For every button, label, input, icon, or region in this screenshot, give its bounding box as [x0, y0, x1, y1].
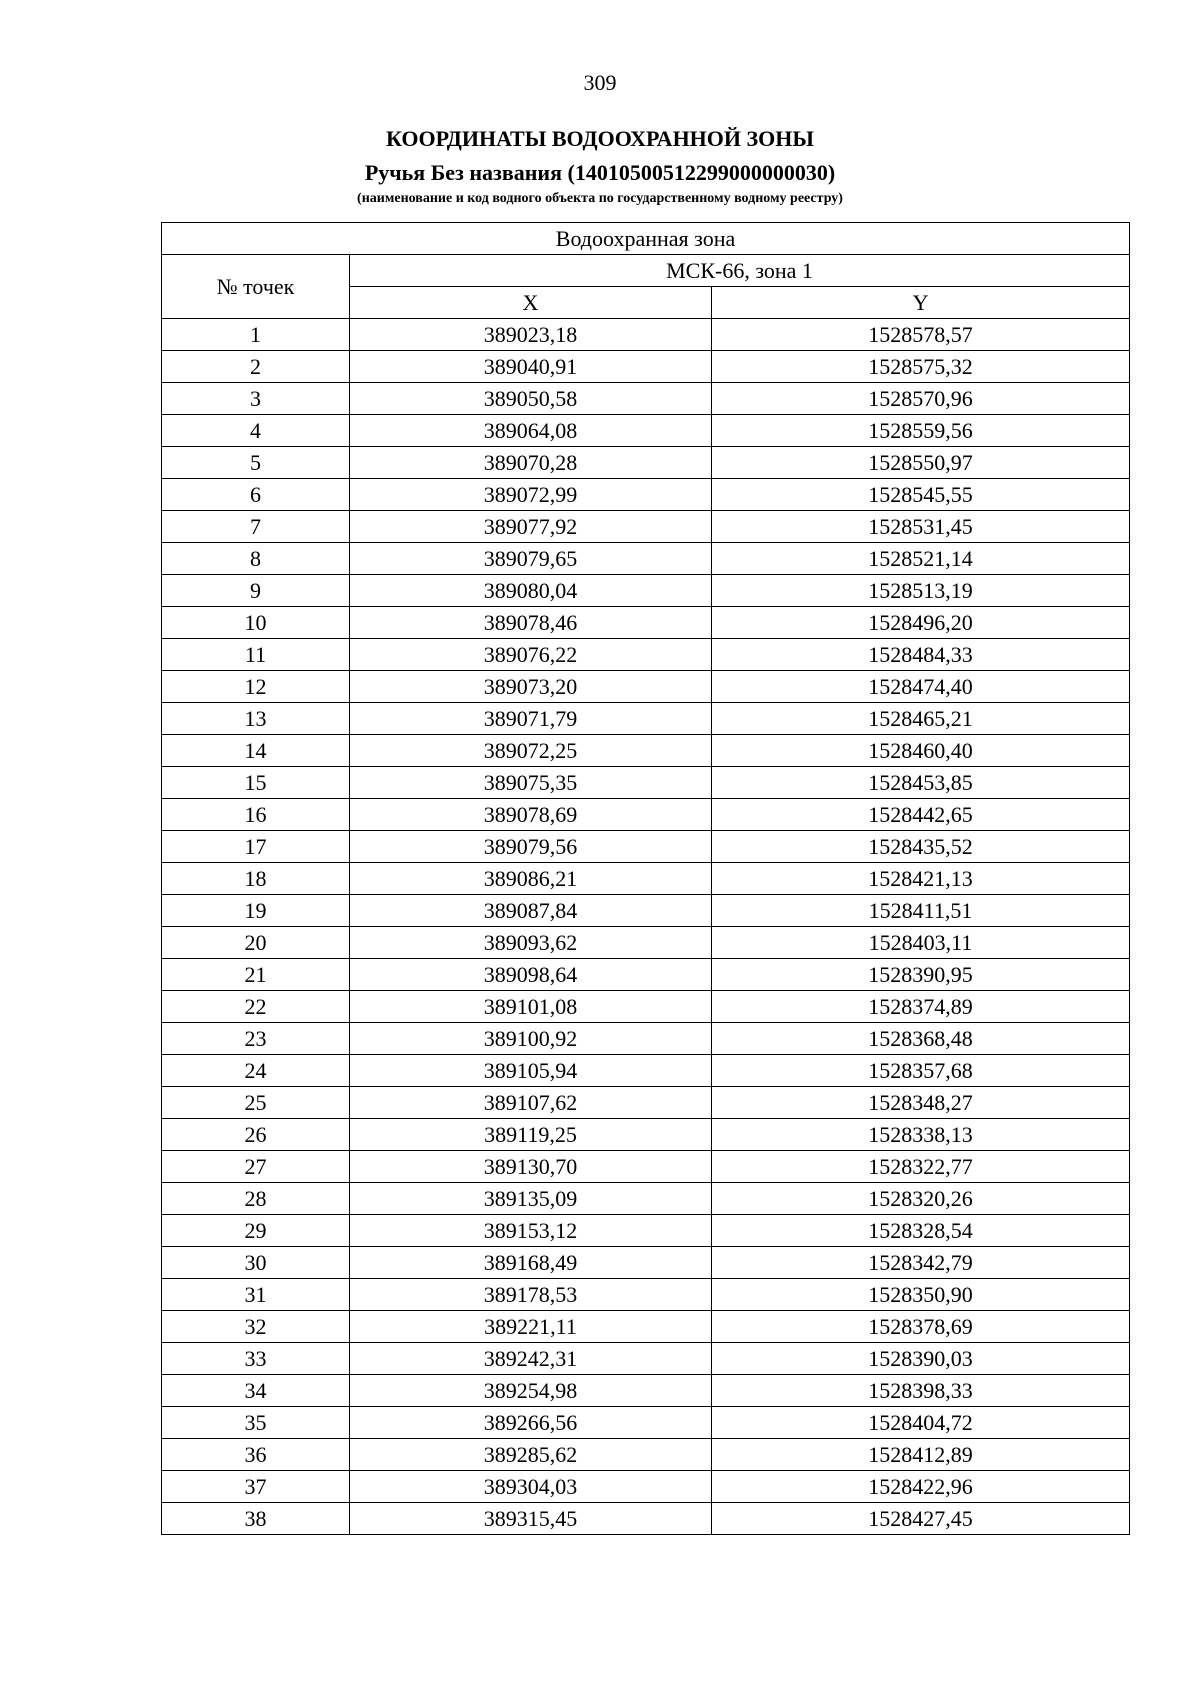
point-number-cell: 10 — [162, 607, 350, 639]
y-coordinate-cell: 1528460,40 — [712, 735, 1130, 767]
point-number-cell: 31 — [162, 1279, 350, 1311]
point-number-cell: 29 — [162, 1215, 350, 1247]
table-row — [162, 1151, 1130, 1183]
table-row — [162, 447, 1130, 479]
table-row — [162, 479, 1130, 511]
point-number-cell: 34 — [162, 1375, 350, 1407]
y-coordinate-cell: 1528427,45 — [712, 1503, 1130, 1535]
table-row — [162, 1343, 1130, 1375]
table-row — [162, 1439, 1130, 1471]
y-coordinate-cell: 1528559,56 — [712, 415, 1130, 447]
y-coordinate-cell: 1528390,03 — [712, 1343, 1130, 1375]
table-row — [162, 1375, 1130, 1407]
table-row — [162, 575, 1130, 607]
x-coordinate-cell: 389072,25 — [350, 735, 712, 767]
table-row — [162, 319, 1130, 351]
y-coordinate-cell: 1528338,13 — [712, 1119, 1130, 1151]
table-row — [162, 351, 1130, 383]
y-coordinate-cell: 1528398,33 — [712, 1375, 1130, 1407]
point-number-cell: 30 — [162, 1247, 350, 1279]
table-row — [162, 927, 1130, 959]
table-row — [162, 1215, 1130, 1247]
point-number-cell: 37 — [162, 1471, 350, 1503]
table-row — [162, 511, 1130, 543]
x-coordinate-cell: 389080,04 — [350, 575, 712, 607]
y-coordinate-cell: 1528348,27 — [712, 1087, 1130, 1119]
x-coordinate-cell: 389079,56 — [350, 831, 712, 863]
x-coordinate-cell: 389071,79 — [350, 703, 712, 735]
point-number-cell: 14 — [162, 735, 350, 767]
table-row — [162, 1023, 1130, 1055]
page-number: 309 — [583, 70, 617, 95]
point-number-cell: 35 — [162, 1407, 350, 1439]
x-coordinate-cell: 389135,09 — [350, 1183, 712, 1215]
point-number-cell: 13 — [162, 703, 350, 735]
y-coordinate-cell: 1528453,85 — [712, 767, 1130, 799]
table-row — [162, 383, 1130, 415]
point-number-cell: 8 — [162, 543, 350, 575]
table-row — [162, 799, 1130, 831]
y-coordinate-cell: 1528342,79 — [712, 1247, 1130, 1279]
y-coordinate-cell: 1528442,65 — [712, 799, 1130, 831]
x-coordinate-cell: 389079,65 — [350, 543, 712, 575]
x-header: X — [350, 287, 712, 319]
point-number-cell: 32 — [162, 1311, 350, 1343]
point-number-cell: 16 — [162, 799, 350, 831]
y-coordinate-cell: 1528404,72 — [712, 1407, 1130, 1439]
y-coordinate-cell: 1528422,96 — [712, 1471, 1130, 1503]
table-row — [162, 1311, 1130, 1343]
x-coordinate-cell: 389153,12 — [350, 1215, 712, 1247]
x-coordinate-cell: 389105,94 — [350, 1055, 712, 1087]
y-coordinate-cell: 1528368,48 — [712, 1023, 1130, 1055]
y-coordinate-cell: 1528435,52 — [712, 831, 1130, 863]
point-number-cell: 19 — [162, 895, 350, 927]
point-number-cell: 26 — [162, 1119, 350, 1151]
y-coordinate-cell: 1528357,68 — [712, 1055, 1130, 1087]
y-coordinate-cell: 1528403,11 — [712, 927, 1130, 959]
y-coordinate-cell: 1528550,97 — [712, 447, 1130, 479]
x-coordinate-cell: 389064,08 — [350, 415, 712, 447]
point-number-cell: 4 — [162, 415, 350, 447]
x-coordinate-cell: 389093,62 — [350, 927, 712, 959]
y-coordinate-cell: 1528545,55 — [712, 479, 1130, 511]
x-coordinate-cell: 389072,99 — [350, 479, 712, 511]
point-number-cell: 9 — [162, 575, 350, 607]
water-object-name: Ручья Без названия (14010500512299000000030) — [364, 160, 836, 185]
point-number-cell: 12 — [162, 671, 350, 703]
point-number-cell: 2 — [162, 351, 350, 383]
table-row — [162, 895, 1130, 927]
table-row — [162, 639, 1130, 671]
x-coordinate-cell: 389023,18 — [350, 319, 712, 351]
x-coordinate-cell: 389119,25 — [350, 1119, 712, 1151]
x-coordinate-cell: 389130,70 — [350, 1151, 712, 1183]
x-coordinate-cell: 389086,21 — [350, 863, 712, 895]
x-coordinate-cell: 389178,53 — [350, 1279, 712, 1311]
y-coordinate-cell: 1528350,90 — [712, 1279, 1130, 1311]
coordinate-system-header: МСК-66, зона 1 — [350, 255, 1130, 287]
x-coordinate-cell: 389315,45 — [350, 1503, 712, 1535]
x-coordinate-cell: 389073,20 — [350, 671, 712, 703]
y-coordinate-cell: 1528411,51 — [712, 895, 1130, 927]
table-row — [162, 831, 1130, 863]
x-coordinate-cell: 389101,08 — [350, 991, 712, 1023]
point-number-cell: 25 — [162, 1087, 350, 1119]
table-row — [162, 703, 1130, 735]
table-row — [162, 543, 1130, 575]
table-row — [162, 671, 1130, 703]
y-coordinate-cell: 1528465,21 — [712, 703, 1130, 735]
x-coordinate-cell: 389100,92 — [350, 1023, 712, 1055]
x-coordinate-cell: 389242,31 — [350, 1343, 712, 1375]
y-coordinate-cell: 1528322,77 — [712, 1151, 1130, 1183]
table-header-row — [162, 255, 1130, 287]
y-coordinate-cell: 1528328,54 — [712, 1215, 1130, 1247]
y-coordinate-cell: 1528570,96 — [712, 383, 1130, 415]
y-coordinate-cell: 1528484,33 — [712, 639, 1130, 671]
x-coordinate-cell: 389075,35 — [350, 767, 712, 799]
x-coordinate-cell: 389285,62 — [350, 1439, 712, 1471]
table-row — [162, 1279, 1130, 1311]
y-coordinate-cell: 1528412,89 — [712, 1439, 1130, 1471]
point-number-cell: 1 — [162, 319, 350, 351]
points-header: № точек — [162, 255, 350, 319]
point-number-cell: 27 — [162, 1151, 350, 1183]
x-coordinate-cell: 389070,28 — [350, 447, 712, 479]
table-row — [162, 991, 1130, 1023]
table-row — [162, 1503, 1130, 1535]
y-header: Y — [712, 287, 1130, 319]
point-number-cell: 11 — [162, 639, 350, 671]
y-coordinate-cell: 1528575,32 — [712, 351, 1130, 383]
point-number-cell: 6 — [162, 479, 350, 511]
point-number-cell: 24 — [162, 1055, 350, 1087]
table-row — [162, 767, 1130, 799]
table-row — [162, 415, 1130, 447]
x-coordinate-cell: 389077,92 — [350, 511, 712, 543]
table-row — [162, 959, 1130, 991]
point-number-cell: 22 — [162, 991, 350, 1023]
point-number-cell: 28 — [162, 1183, 350, 1215]
x-coordinate-cell: 389076,22 — [350, 639, 712, 671]
table-row — [162, 607, 1130, 639]
y-coordinate-cell: 1528374,89 — [712, 991, 1130, 1023]
point-number-cell: 5 — [162, 447, 350, 479]
zone-header: Водоохранная зона — [162, 223, 1130, 255]
point-number-cell: 21 — [162, 959, 350, 991]
y-coordinate-cell: 1528496,20 — [712, 607, 1130, 639]
point-number-cell: 23 — [162, 1023, 350, 1055]
table-row — [162, 1087, 1130, 1119]
table-header-row — [162, 223, 1130, 255]
y-coordinate-cell: 1528320,26 — [712, 1183, 1130, 1215]
point-number-cell: 17 — [162, 831, 350, 863]
point-number-cell: 15 — [162, 767, 350, 799]
coordinates-table — [161, 222, 1130, 1535]
y-coordinate-cell: 1528390,95 — [712, 959, 1130, 991]
point-number-cell: 7 — [162, 511, 350, 543]
x-coordinate-cell: 389040,91 — [350, 351, 712, 383]
table-row — [162, 1183, 1130, 1215]
table-row — [162, 1055, 1130, 1087]
x-coordinate-cell: 389304,03 — [350, 1471, 712, 1503]
x-coordinate-cell: 389050,58 — [350, 383, 712, 415]
table-row — [162, 1407, 1130, 1439]
point-number-cell: 3 — [162, 383, 350, 415]
y-coordinate-cell: 1528421,13 — [712, 863, 1130, 895]
y-coordinate-cell: 1528474,40 — [712, 671, 1130, 703]
x-coordinate-cell: 389078,69 — [350, 799, 712, 831]
point-number-cell: 18 — [162, 863, 350, 895]
y-coordinate-cell: 1528578,57 — [712, 319, 1130, 351]
x-coordinate-cell: 389087,84 — [350, 895, 712, 927]
point-number-cell: 38 — [162, 1503, 350, 1535]
table-row — [162, 863, 1130, 895]
table-body — [162, 319, 1130, 1535]
point-number-cell: 36 — [162, 1439, 350, 1471]
x-coordinate-cell: 389266,56 — [350, 1407, 712, 1439]
y-coordinate-cell: 1528531,45 — [712, 511, 1130, 543]
x-coordinate-cell: 389254,98 — [350, 1375, 712, 1407]
x-coordinate-cell: 389078,46 — [350, 607, 712, 639]
y-coordinate-cell: 1528378,69 — [712, 1311, 1130, 1343]
x-coordinate-cell: 389107,62 — [350, 1087, 712, 1119]
x-coordinate-cell: 389221,11 — [350, 1311, 712, 1343]
x-coordinate-cell: 389098,64 — [350, 959, 712, 991]
table-row — [162, 1247, 1130, 1279]
table-row — [162, 1119, 1130, 1151]
x-coordinate-cell: 389168,49 — [350, 1247, 712, 1279]
y-coordinate-cell: 1528513,19 — [712, 575, 1130, 607]
table-row — [162, 1471, 1130, 1503]
document-title: КООРДИНАТЫ ВОДООХРАННОЙ ЗОНЫ — [386, 126, 814, 151]
y-coordinate-cell: 1528521,14 — [712, 543, 1130, 575]
table-row — [162, 735, 1130, 767]
point-number-cell: 33 — [162, 1343, 350, 1375]
point-number-cell: 20 — [162, 927, 350, 959]
water-object-caption: (наименование и код водного объекта по государственному водному реестру) — [357, 191, 843, 206]
